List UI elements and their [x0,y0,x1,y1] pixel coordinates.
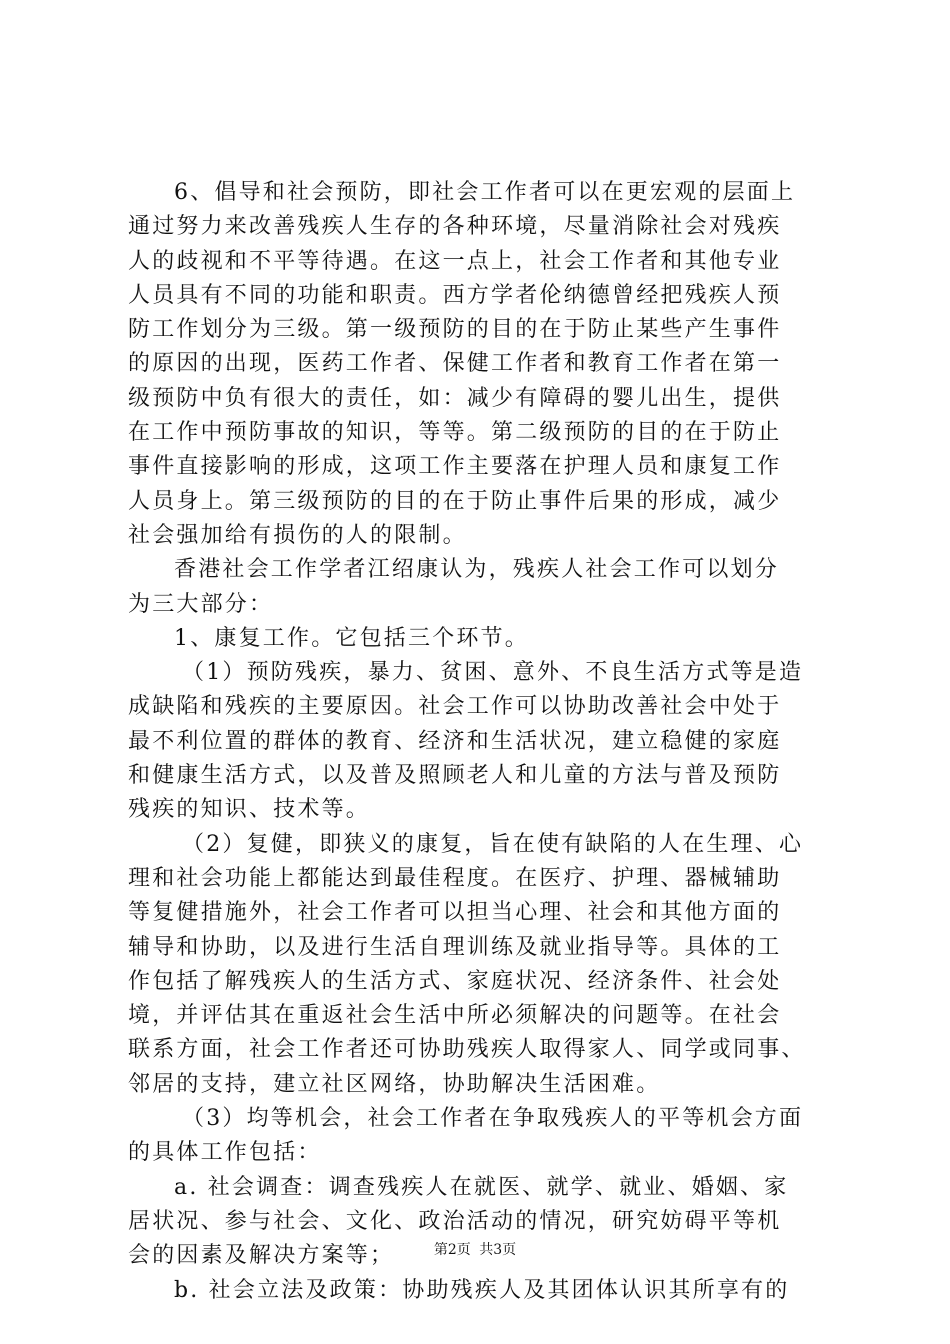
text-line: 成缺陷和残疾的主要原因。社会工作可以协助改善社会中处于 [128,694,782,720]
text-line: a. 社会调查：调查残疾人在就医、就学、就业、婚姻、家 [174,1174,789,1200]
text-line: 人员身上。第三级预防的目的在于防止事件后果的形成，减少 [128,488,782,514]
text-line: 居状况、参与社会、文化、政治活动的情况，研究妨碍平等机 [128,1208,782,1234]
text-line: 等复健措施外，社会工作者可以担当心理、社会和其他方面的 [128,900,782,926]
text-line: 残疾的知识、技术等。 [128,797,371,823]
text-line: 防工作划分为三级。第一级预防的目的在于防止某些产生事件 [128,317,782,343]
text-line: 社会强加给有损伤的人的限制。 [128,522,467,548]
text-line: 联系方面，社会工作者还可协助残疾人取得家人、同学或同事、 [128,1037,806,1063]
text-line: 会的因素及解决方案等； [128,1243,395,1269]
text-line: 的原因的出现，医药工作者、保健工作者和教育工作者在第一 [128,351,782,377]
text-line: 级预防中负有很大的责任，如：减少有障碍的婴儿出生，提供 [128,385,782,411]
text-line: 为三大部分： [128,591,274,617]
text-line: 香港社会工作学者江绍康认为，残疾人社会工作可以划分 [174,557,780,583]
text-line: 境，并评估其在重返社会生活中所必须解决的问题等。在社会 [128,1003,782,1029]
text-line: 通过努力来改善残疾人生存的各种环境，尽量消除社会对残疾 [128,214,782,240]
text-line: （2）复健，即狭义的康复，旨在使有缺陷的人在生理、心 [182,831,804,857]
text-line: 最不利位置的群体的教育、经济和生活状况，建立稳健的家庭 [128,728,782,754]
page-footer [0,1240,950,1260]
text-line: （3）均等机会，社会工作者在争取残疾人的平等机会方面 [182,1106,804,1132]
text-line: 辅导和协助，以及进行生活自理训练及就业指导等。具体的工 [128,934,782,960]
text-line: 的具体工作包括： [128,1140,322,1166]
text-line: 和健康生活方式，以及普及照顾老人和儿童的方法与普及预防 [128,763,782,789]
document-body [128,176,828,1308]
text-line: 邻居的支持，建立社区网络，协助解决生活困难。 [128,1071,661,1097]
text-line: 事件直接影响的形成，这项工作主要落在护理人员和康复工作 [128,454,782,480]
page-number: 第2页 [433,1242,471,1258]
text-line: 1、康复工作。它包括三个环节。 [174,625,529,651]
text-line: 理和社会功能上都能达到最佳程度。在医疗、护理、器械辅助 [128,865,782,891]
page-total: 共3页 [479,1242,517,1258]
text-line: 作包括了解残疾人的生活方式、家庭状况、经济条件、社会处 [128,968,782,994]
text-line: b. 社会立法及政策：协助残疾人及其团体认识其所享有的 [174,1277,790,1303]
text-line: 6、倡导和社会预防，即社会工作者可以在更宏观的层面上 [174,180,796,205]
text-line: 在工作中预防事故的知识，等等。第二级预防的目的在于防止 [128,420,782,446]
text-line: （1）预防残疾，暴力、贫困、意外、不良生活方式等是造 [182,660,804,686]
text-line: 人员具有不同的功能和职责。西方学者伦纳德曾经把残疾人预 [128,282,782,308]
text-line: 人的歧视和不平等待遇。在这一点上，社会工作者和其他专业 [128,248,782,274]
